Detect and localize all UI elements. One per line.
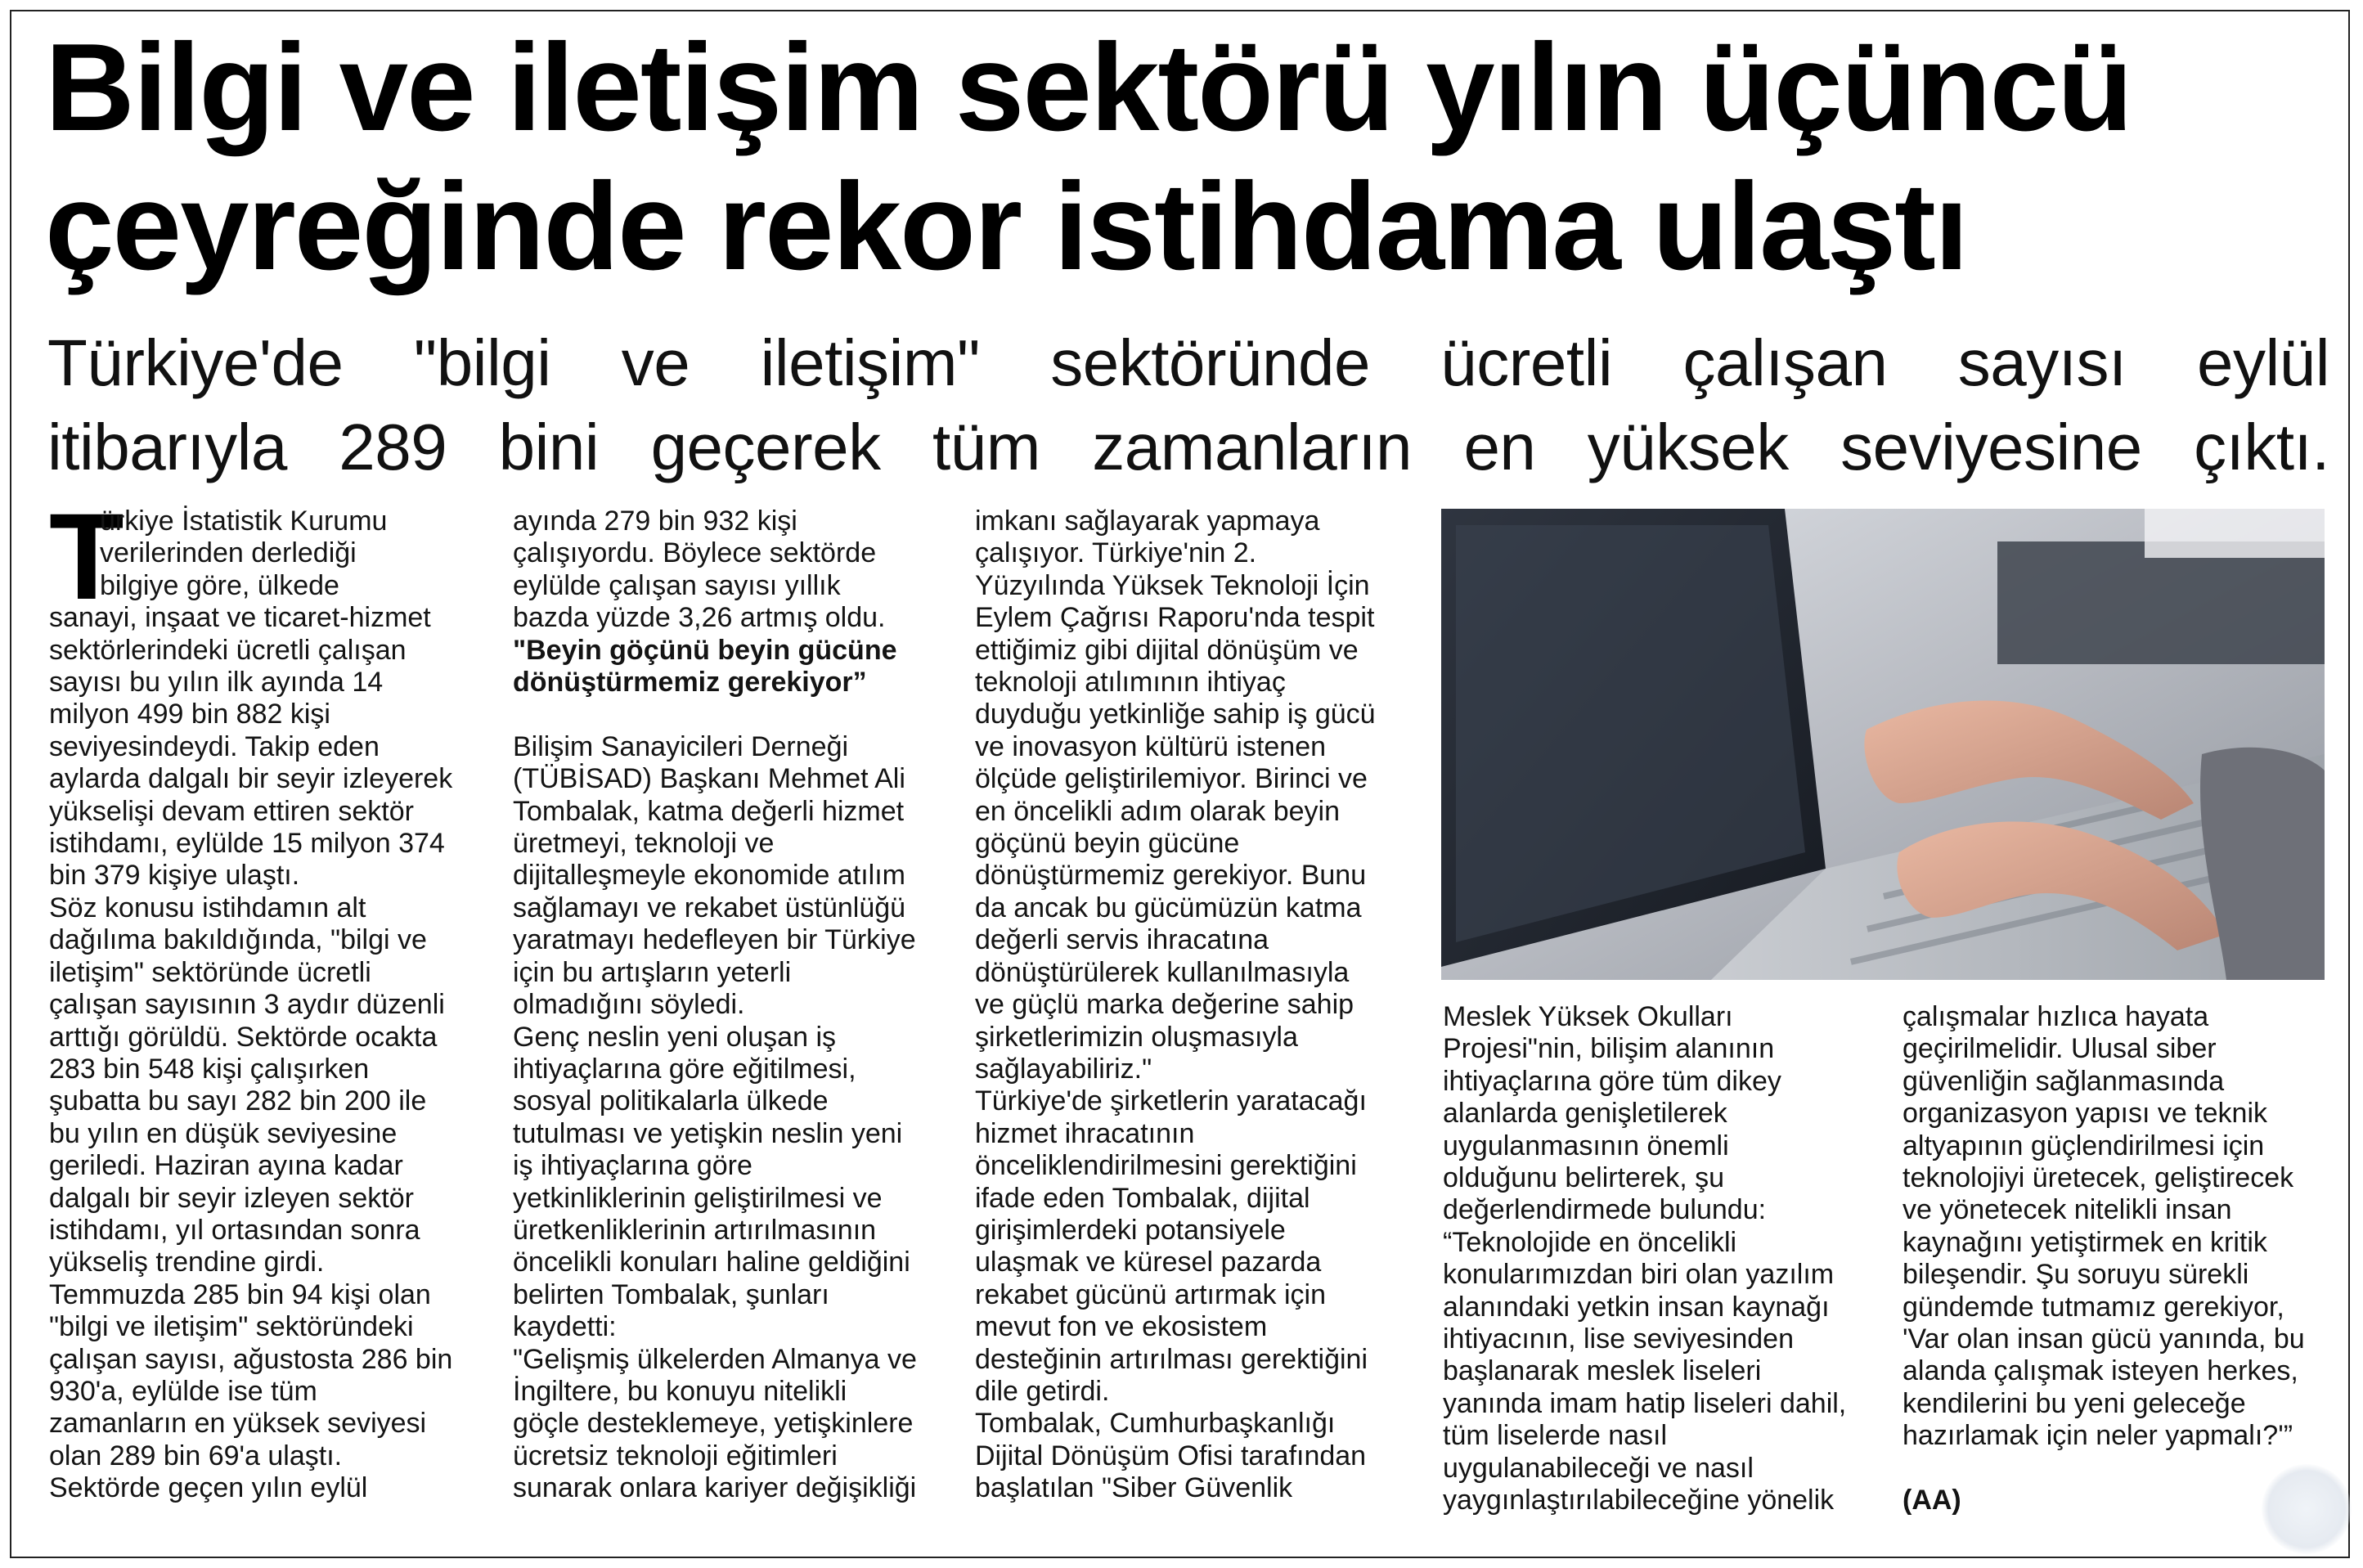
text-line: dağılıma bakıldığında, "bilgi ve	[49, 924, 427, 956]
text-line: ihtiyaçlarına göre tüm dikey	[1443, 1065, 1781, 1097]
text-line: Temmuzda 285 bin 94 kişi olan	[49, 1278, 431, 1310]
text-line: belirten Tombalak, şunları	[513, 1278, 829, 1310]
text-line: verilerinden derlediği	[100, 537, 357, 569]
text-line: kaydetti:	[513, 1311, 617, 1343]
text-line: tutulması ve yetişkin neslin yeni	[513, 1117, 903, 1149]
text-line: göçünü beyin gücüne	[975, 828, 1240, 860]
text-line: önceliklendirilmesini gerektiğini	[975, 1150, 1357, 1182]
text-line: dile getirdi.	[975, 1375, 1110, 1407]
text-line: girişimlerdeki potansiyele	[975, 1214, 1286, 1246]
text-line: yükselişi devam ettiren sektör	[49, 795, 414, 827]
text-line: sayısı bu yılın ilk ayında 14	[49, 667, 384, 699]
text-line: teknolojiyi üretecek, geliştirecek	[1903, 1162, 2294, 1194]
text-line: kaynağını yetiştirmek en kritik	[1903, 1226, 2267, 1258]
text-line: Eylem Çağrısı Raporu'nda tespit	[975, 602, 1375, 634]
text-line: ve inovasyon kültürü istenen	[975, 730, 1327, 762]
text-line: ulaşmak ve küresel pazarda	[975, 1247, 1322, 1278]
text-line: kendilerini bu yeni geleceğe	[1903, 1387, 2246, 1419]
text-line: göçle desteklemeye, yetişkinlere	[513, 1408, 914, 1440]
text-line: üretmeyi, teknoloji ve	[513, 828, 775, 860]
text-line: mevut fon ve ekosistem	[975, 1311, 1268, 1343]
text-line: gündemde tutmamız gerekiyor,	[1903, 1291, 2284, 1323]
text-line: Meslek Yüksek Okulları	[1443, 1001, 1733, 1032]
text-line: olan 289 bin 69'a ulaştı.	[49, 1440, 343, 1471]
text-line: uygulanabileceği ve nasıl	[1443, 1452, 1754, 1484]
text-line: eylülde çalışan sayısı yıllık	[513, 569, 841, 601]
text-line: uygulanmasının önemli	[1443, 1130, 1729, 1161]
text-line: yaygınlaştırılabileceğine yönelik	[1443, 1485, 1835, 1516]
text-line: Yüzyılında Yüksek Teknoloji İçin	[975, 569, 1370, 601]
subheadline	[47, 321, 2329, 489]
text-line: öncelikli konuları haline geldiğini	[513, 1247, 910, 1278]
text-line: (AA)	[1903, 1485, 1961, 1516]
article-column-1	[49, 487, 474, 1505]
text-line: (TÜBİSAD) Başkanı Mehmet Ali	[513, 763, 905, 795]
text-line: değerlendirmede bulundu:	[1443, 1194, 1767, 1226]
text-line: konularımızdan biri olan yazılım	[1443, 1259, 1835, 1291]
text-line: sektörlerindeki ücretli çalışan	[49, 634, 407, 666]
text-line: ettiğimiz gibi dijital dönüşüm ve	[975, 634, 1359, 666]
text-line: ürkiye İstatistik Kurumu	[100, 505, 388, 537]
text-line: alanda çalışmak isteyen herkes,	[1903, 1355, 2298, 1387]
text-line: çalışmalar hızlıca hayata	[1903, 1001, 2209, 1032]
text-line: bazda yüzde 3,26 artmış oldu.	[513, 602, 886, 634]
text-line: geçirilmelidir. Ulusal siber	[1903, 1033, 2217, 1065]
text-line: yanında imam hatip liseleri dahil,	[1443, 1387, 1847, 1419]
text-line: tüm liselerde nasıl	[1443, 1420, 1668, 1452]
text-line: değerli servis ihracatına	[975, 924, 1269, 956]
text-line: çalışan sayısının 3 aydır düzenli	[49, 989, 445, 1021]
text-line: da ancak bu gücümüzün katma	[975, 892, 1362, 923]
text-line: istihdamı, eylülde 15 milyon 374	[49, 828, 445, 860]
text-line: Dijital Dönüşüm Ofisi tarafından	[975, 1440, 1367, 1471]
text-line: Bilişim Sanayicileri Derneği	[513, 730, 849, 762]
text-line: Türkiye'de şirketlerin yaratacağı	[975, 1085, 1367, 1117]
text-line: 283 bin 548 kişi çalışırken	[49, 1053, 370, 1085]
text-line: Tombalak, katma değerli hizmet	[513, 795, 905, 827]
text-line: çalışan sayısı, ağustosta 286 bin	[49, 1343, 453, 1375]
text-line: seviyesindeydi. Takip eden	[49, 730, 380, 762]
article-column-3	[975, 505, 1417, 1505]
text-line: üretkenliklerinin artırılmasının	[513, 1214, 877, 1246]
text-line: sağlamayı ve rekabet üstünlüğü	[513, 892, 906, 923]
text-line: sosyal politikalarla ülkede	[513, 1085, 829, 1117]
text-line: başlatılan "Siber Güvenlik	[975, 1472, 1293, 1504]
text-line: aylarda dalgalı bir seyir izleyerek	[49, 763, 453, 795]
text-line: 930'a, eylülde ise tüm	[49, 1375, 317, 1407]
article-column-2	[513, 505, 955, 1505]
text-line: Genç neslin yeni oluşan iş	[513, 1021, 837, 1053]
text-line: ve güçlü marka değerine sahip	[975, 989, 1354, 1021]
watermark-logo	[2262, 1464, 2352, 1554]
text-line: en öncelikli adım olarak beyin	[975, 795, 1341, 827]
text-line: dijitalleşmeyle ekonomide atılım	[513, 860, 905, 892]
text-line: yükseliş trendine girdi.	[49, 1247, 325, 1278]
text-line: alanındaki yetkin insan kaynağı	[1443, 1291, 1830, 1323]
text-line: "bilgi ve iletişim" sektöründeki	[49, 1311, 414, 1343]
text-line: istihdamı, yıl ortasından sonra	[49, 1214, 420, 1246]
subheadline-line-2: itibarıyla 289 bini geçerek tüm zamanların en yüksek seviyesine çıktı.	[47, 411, 2329, 483]
text-line: teknoloji atılımının ihtiyaç	[975, 667, 1286, 699]
text-line: olduğunu belirterek, şu	[1443, 1162, 1725, 1194]
text-line: güvenliğin sağlanmasında	[1903, 1065, 2225, 1097]
text-line: ölçüde geliştirilemiyor. Birinci ve	[975, 763, 1368, 795]
text-line: milyon 499 bin 882 kişi	[49, 699, 330, 730]
text-line: Sektörde geçen yılın eylül	[49, 1472, 368, 1504]
text-line: bu yılın en düşük seviyesine	[49, 1117, 398, 1149]
text-line: çalışıyor. Türkiye'nin 2.	[975, 537, 1257, 569]
text-line: sanayi, inşaat ve ticaret-hizmet	[49, 602, 431, 634]
headline-line-1: Bilgi ve iletişim sektörü yılın üçüncü	[45, 18, 2132, 157]
text-line: çalışıyordu. Böylece sektörde	[513, 537, 877, 569]
text-line: için bu artışların yeterli	[513, 956, 792, 988]
text-line: desteğinin artırılması gerektiğini	[975, 1343, 1368, 1375]
text-line: başlanarak meslek liseleri	[1443, 1355, 1762, 1387]
text-line: iş ihtiyaçlarına göre	[513, 1150, 752, 1182]
text-line: hazırlamak için neler yapmalı?'”	[1903, 1420, 2293, 1452]
text-line: rekabet gücünü artırmak için	[975, 1278, 1326, 1310]
subheadline-line-1: Türkiye'de "bilgi ve iletişim" sektöründe ücretli çalışan sayısı eylül	[47, 326, 2329, 399]
text-line: organizasyon yapısı ve teknik	[1903, 1098, 2268, 1130]
article-column-5	[1903, 1001, 2344, 1517]
text-line: olmadığını söyledi.	[513, 989, 745, 1021]
text-line: dönüştürmemiz gerekiyor”	[513, 667, 867, 699]
article-column-4	[1443, 1001, 1885, 1517]
text-line: bileşendir. Şu soruyu sürekli	[1903, 1259, 2249, 1291]
text-line	[513, 699, 955, 730]
text-line: dönüştürmemiz gerekiyor. Bunu	[975, 860, 1367, 892]
text-line: “Teknolojide en öncelikli	[1443, 1226, 1737, 1258]
text-line: ve yönetecek nitelikli insan	[1903, 1194, 2232, 1226]
text-line: bilgiye göre, ülkede	[100, 569, 339, 601]
text-line: arttığı görüldü. Sektörde ocakta	[49, 1021, 438, 1053]
text-line: ayında 279 bin 932 kişi	[513, 505, 797, 537]
text-line: 'Var olan insan gücü yanında, bu	[1903, 1323, 2305, 1355]
text-line: dönüştürülerek kullanılmasıyla	[975, 956, 1350, 988]
text-line: dalgalı bir seyir izleyen sektör	[49, 1182, 414, 1214]
text-line: duyduğu yetkinliğe sahip iş gücü	[975, 699, 1376, 730]
text-line: şirketlerimizin oluşmasıyla	[975, 1021, 1298, 1053]
text-line: Tombalak, Cumhurbaşkanlığı	[975, 1408, 1336, 1440]
headline	[45, 18, 2327, 296]
text-line: Söz konusu istihdamın alt	[49, 892, 366, 923]
text-line: şubatta bu sayı 282 bin 200 ile	[49, 1085, 427, 1117]
text-line: geriledi. Haziran ayına kadar	[49, 1150, 403, 1182]
text-line: imkanı sağlayarak yapmaya	[975, 505, 1320, 537]
text-line: hizmet ihracatının	[975, 1117, 1195, 1149]
text-line: zamanların en yüksek seviyesi	[49, 1408, 427, 1440]
text-line: "Gelişmiş ülkelerden Almanya ve	[513, 1343, 917, 1375]
text-line: sağlayabiliriz."	[975, 1053, 1152, 1085]
text-line: alanlarda genişletilerek	[1443, 1098, 1727, 1130]
text-line: ihtiyaçlarına göre eğitilmesi,	[513, 1053, 856, 1085]
text-line: ücretsiz teknoloji eğitimleri	[513, 1440, 838, 1471]
text-line: "Beyin göçünü beyin gücüne	[513, 634, 897, 666]
text-line: ifade eden Tombalak, dijital	[975, 1182, 1310, 1214]
text-line: sunarak onlara kariyer değişikliği	[513, 1472, 917, 1504]
headline-line-2: çeyreğinde rekor istihdama ulaştı	[45, 157, 1968, 296]
text-line: yaratmayı hedefleyen bir Türkiye	[513, 924, 916, 956]
text-line: bin 379 kişiye ulaştı.	[49, 860, 300, 892]
text-line: İngiltere, bu konuyu nitelikli	[513, 1375, 847, 1407]
text-line: iletişim" sektöründe ücretli	[49, 956, 371, 988]
text-line: ihtiyacının, lise seviyesinden	[1443, 1323, 1795, 1355]
drop-cap: T	[49, 487, 124, 625]
text-line: yetkinliklerinin geliştirilmesi ve	[513, 1182, 883, 1214]
text-line: altyapının güçlendirilmesi için	[1903, 1130, 2265, 1161]
text-line: Projesi"nin, bilişim alanının	[1443, 1033, 1775, 1065]
laptop-typing-photo	[1441, 509, 2325, 980]
